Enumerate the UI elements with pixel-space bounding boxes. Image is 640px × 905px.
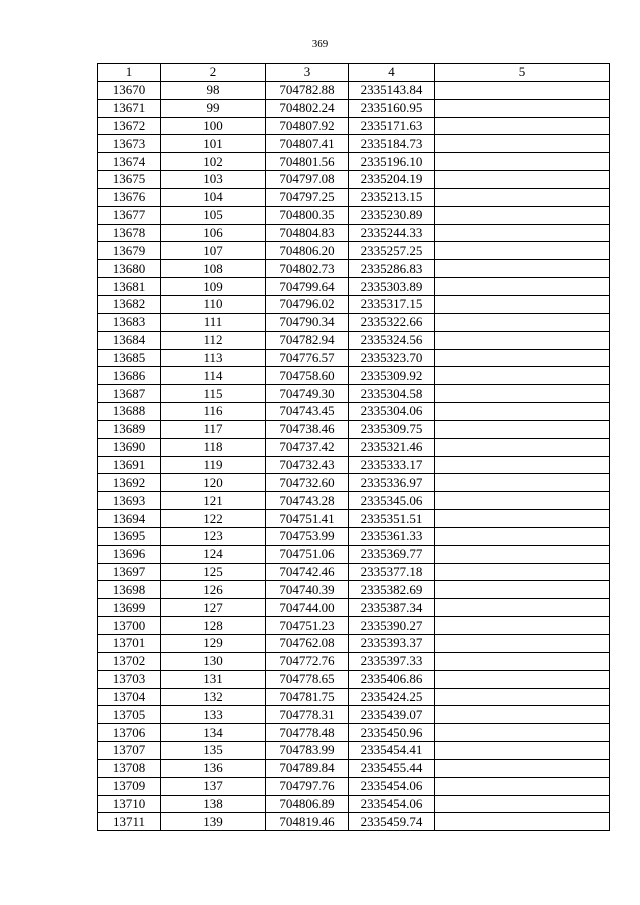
table-cell-col2: 129 [161,635,266,653]
table-cell-col2: 124 [161,545,266,563]
table-cell-col5 [435,510,610,528]
table-cell-col4: 2335459.74 [349,813,435,831]
table-row [98,527,610,545]
table-cell-col3: 704732.43 [266,456,349,474]
table-cell-col2: 104 [161,188,266,206]
table-cell-col1: 13683 [98,313,161,331]
table-cell-col3: 704740.39 [266,581,349,599]
table-cell-col2: 128 [161,617,266,635]
table-row [98,617,610,635]
table-cell-col5 [435,242,610,260]
header-cell-3: 3 [266,64,349,82]
table-cell-col3: 704743.28 [266,492,349,510]
table-cell-col4: 2335196.10 [349,153,435,171]
table-cell-col1: 13670 [98,81,161,99]
table-cell-col1: 13682 [98,295,161,313]
table-cell-col1: 13685 [98,349,161,367]
table-row [98,635,610,653]
table-cell-col3: 704762.08 [266,635,349,653]
table-cell-col2: 112 [161,331,266,349]
table-cell-col3: 704797.08 [266,171,349,189]
table-cell-col3: 704743.45 [266,403,349,421]
table-cell-col2: 138 [161,795,266,813]
table-cell-col2: 103 [161,171,266,189]
table-cell-col4: 2335309.75 [349,420,435,438]
table-row [98,456,610,474]
table-cell-col5 [435,635,610,653]
table-cell-col2: 117 [161,420,266,438]
table-body [98,81,610,830]
table-cell-col3: 704783.99 [266,742,349,760]
table-row [98,99,610,117]
table-cell-col2: 131 [161,670,266,688]
table-cell-col2: 120 [161,474,266,492]
table-cell-col3: 704751.41 [266,510,349,528]
table-cell-col3: 704806.20 [266,242,349,260]
table-cell-col1: 13687 [98,385,161,403]
table-cell-col4: 2335323.70 [349,349,435,367]
table-cell-col1: 13696 [98,545,161,563]
table-cell-col1: 13674 [98,153,161,171]
table-row [98,385,610,403]
table-row [98,367,610,385]
table-cell-col4: 2335304.06 [349,403,435,421]
table-cell-col4: 2335322.66 [349,313,435,331]
table-row [98,313,610,331]
table-cell-col5 [435,260,610,278]
table-row [98,724,610,742]
table-cell-col5 [435,278,610,296]
table-cell-col2: 133 [161,706,266,724]
table-cell-col5 [435,349,610,367]
table-cell-col4: 2335257.25 [349,242,435,260]
table-cell-col4: 2335171.63 [349,117,435,135]
table-cell-col3: 704778.31 [266,706,349,724]
table-cell-col2: 102 [161,153,266,171]
table-cell-col2: 132 [161,688,266,706]
table-cell-col1: 13678 [98,224,161,242]
table-row [98,295,610,313]
table-cell-col2: 109 [161,278,266,296]
table-cell-col5 [435,224,610,242]
table-cell-col4: 2335204.19 [349,171,435,189]
table-row [98,206,610,224]
table-cell-col1: 13691 [98,456,161,474]
table-cell-col3: 704738.46 [266,420,349,438]
table-cell-col3: 704758.60 [266,367,349,385]
table-cell-col5 [435,688,610,706]
table-cell-col3: 704796.02 [266,295,349,313]
table-cell-col3: 704782.88 [266,81,349,99]
table-cell-col2: 105 [161,206,266,224]
table-cell-col4: 2335351.51 [349,510,435,528]
table-cell-col1: 13689 [98,420,161,438]
table-row [98,188,610,206]
header-cell-4: 4 [349,64,435,82]
table-cell-col1: 13698 [98,581,161,599]
table-cell-col2: 99 [161,99,266,117]
table-cell-col4: 2335213.15 [349,188,435,206]
table-cell-col4: 2335184.73 [349,135,435,153]
table-row [98,706,610,724]
table-cell-col5 [435,617,610,635]
table-cell-col3: 704806.89 [266,795,349,813]
table-cell-col3: 704807.41 [266,135,349,153]
table-cell-col2: 134 [161,724,266,742]
table-cell-col5 [435,188,610,206]
table-cell-col3: 704778.48 [266,724,349,742]
table-cell-col2: 137 [161,777,266,795]
table-cell-col4: 2335455.44 [349,759,435,777]
table-cell-col5 [435,420,610,438]
table-cell-col3: 704790.34 [266,313,349,331]
table-cell-col5 [435,492,610,510]
table-cell-col1: 13676 [98,188,161,206]
table-row [98,795,610,813]
table-cell-col4: 2335382.69 [349,581,435,599]
table-cell-col1: 13709 [98,777,161,795]
table-cell-col1: 13693 [98,492,161,510]
table-cell-col1: 13680 [98,260,161,278]
table-cell-col4: 2335454.41 [349,742,435,760]
table-cell-col2: 101 [161,135,266,153]
table-cell-col2: 111 [161,313,266,331]
table-cell-col5 [435,581,610,599]
header-cell-1: 1 [98,64,161,82]
table-cell-col3: 704782.94 [266,331,349,349]
table-cell-col4: 2335321.46 [349,438,435,456]
table-cell-col4: 2335361.33 [349,527,435,545]
page-number: 369 [311,38,329,50]
table-cell-col5 [435,456,610,474]
table-cell-col1: 13684 [98,331,161,349]
table-cell-col5 [435,795,610,813]
table-cell-col1: 13692 [98,474,161,492]
table-row [98,420,610,438]
table-cell-col4: 2335317.15 [349,295,435,313]
table-cell-col2: 115 [161,385,266,403]
table-cell-col1: 13710 [98,795,161,813]
table-cell-col2: 116 [161,403,266,421]
table-row [98,510,610,528]
table-cell-col2: 110 [161,295,266,313]
table-cell-col4: 2335393.37 [349,635,435,653]
table-cell-col5 [435,367,610,385]
table-cell-col3: 704800.35 [266,206,349,224]
table-cell-col5 [435,206,610,224]
table-cell-col3: 704789.84 [266,759,349,777]
table-cell-col5 [435,313,610,331]
table-cell-col4: 2335303.89 [349,278,435,296]
table-cell-col3: 704737.42 [266,438,349,456]
table-cell-col4: 2335230.89 [349,206,435,224]
table-row [98,688,610,706]
table-cell-col2: 130 [161,652,266,670]
table-cell-col3: 704804.83 [266,224,349,242]
table-cell-col2: 125 [161,563,266,581]
table-cell-col1: 13711 [98,813,161,831]
table-cell-col1: 13681 [98,278,161,296]
table-cell-col4: 2335160.95 [349,99,435,117]
table-cell-col3: 704801.56 [266,153,349,171]
table-row [98,545,610,563]
table-cell-col4: 2335454.06 [349,777,435,795]
coordinates-table [97,63,610,831]
table-cell-col2: 121 [161,492,266,510]
table-cell-col3: 704819.46 [266,813,349,831]
table-cell-col5 [435,724,610,742]
table-cell-col4: 2335406.86 [349,670,435,688]
table-cell-col5 [435,135,610,153]
table-cell-col3: 704799.64 [266,278,349,296]
table-cell-col4: 2335244.33 [349,224,435,242]
table-cell-col5 [435,759,610,777]
table-cell-col1: 13700 [98,617,161,635]
table-cell-col5 [435,652,610,670]
table-cell-col1: 13686 [98,367,161,385]
table-cell-col3: 704744.00 [266,599,349,617]
table-row [98,742,610,760]
table-cell-col1: 13701 [98,635,161,653]
table-cell-col3: 704778.65 [266,670,349,688]
table-cell-col4: 2335439.07 [349,706,435,724]
header-row [98,64,610,82]
table-cell-col2: 113 [161,349,266,367]
table-row [98,670,610,688]
table-cell-col3: 704802.73 [266,260,349,278]
table-row [98,813,610,831]
table-cell-col4: 2335387.34 [349,599,435,617]
table-cell-col1: 13706 [98,724,161,742]
table-cell-col4: 2335369.77 [349,545,435,563]
table-cell-col1: 13705 [98,706,161,724]
table-row [98,777,610,795]
table-cell-col5 [435,171,610,189]
table-cell-col1: 13671 [98,99,161,117]
table-cell-col1: 13677 [98,206,161,224]
table-cell-col4: 2335333.17 [349,456,435,474]
table-cell-col2: 136 [161,759,266,777]
table-cell-col1: 13675 [98,171,161,189]
header-cell-2: 2 [161,64,266,82]
table-cell-col3: 704753.99 [266,527,349,545]
table-cell-col2: 114 [161,367,266,385]
table-row [98,492,610,510]
table-cell-col5 [435,474,610,492]
table-cell-col1: 13672 [98,117,161,135]
table-cell-col2: 98 [161,81,266,99]
table-cell-col4: 2335309.92 [349,367,435,385]
table-cell-col2: 108 [161,260,266,278]
table-row [98,331,610,349]
table-row [98,349,610,367]
table-row [98,278,610,296]
table-row [98,599,610,617]
table-cell-col5 [435,813,610,831]
table-cell-col1: 13694 [98,510,161,528]
table-cell-col5 [435,153,610,171]
table-row [98,135,610,153]
table-cell-col3: 704781.75 [266,688,349,706]
table-row [98,171,610,189]
table-cell-col4: 2335450.96 [349,724,435,742]
table-cell-col1: 13688 [98,403,161,421]
table-cell-col5 [435,331,610,349]
table-cell-col5 [435,545,610,563]
table-cell-col4: 2335336.97 [349,474,435,492]
table-cell-col3: 704776.57 [266,349,349,367]
table-cell-col2: 123 [161,527,266,545]
table-row [98,438,610,456]
table-cell-col3: 704802.24 [266,99,349,117]
table-cell-col3: 704732.60 [266,474,349,492]
table-cell-col5 [435,599,610,617]
table-cell-col5 [435,99,610,117]
table-cell-col3: 704772.76 [266,652,349,670]
table-cell-col4: 2335304.58 [349,385,435,403]
table-row [98,403,610,421]
table-row [98,474,610,492]
table-row [98,242,610,260]
table-cell-col5 [435,81,610,99]
table-row [98,563,610,581]
table-cell-col2: 122 [161,510,266,528]
header-cell-5: 5 [435,64,610,82]
table-cell-col4: 2335424.25 [349,688,435,706]
table-cell-col2: 135 [161,742,266,760]
table-cell-col5 [435,295,610,313]
table-cell-col1: 13702 [98,652,161,670]
table-cell-col5 [435,706,610,724]
table-cell-col3: 704797.25 [266,188,349,206]
table-cell-col1: 13699 [98,599,161,617]
table-row [98,117,610,135]
table-cell-col1: 13703 [98,670,161,688]
table-cell-col5 [435,403,610,421]
table-cell-col4: 2335454.06 [349,795,435,813]
table-cell-col4: 2335143.84 [349,81,435,99]
table-cell-col3: 704749.30 [266,385,349,403]
table-cell-col1: 13695 [98,527,161,545]
table-row [98,260,610,278]
table-cell-col5 [435,742,610,760]
table-cell-col1: 13707 [98,742,161,760]
table-cell-col5 [435,777,610,795]
table-cell-col5 [435,117,610,135]
table-cell-col1: 13708 [98,759,161,777]
table-cell-col3: 704797.76 [266,777,349,795]
table-cell-col4: 2335286.83 [349,260,435,278]
table-cell-col1: 13679 [98,242,161,260]
table-cell-col1: 13690 [98,438,161,456]
table-cell-col4: 2335390.27 [349,617,435,635]
table-cell-col4: 2335345.06 [349,492,435,510]
table-row [98,81,610,99]
table-cell-col1: 13697 [98,563,161,581]
table-cell-col2: 106 [161,224,266,242]
table-cell-col4: 2335324.56 [349,331,435,349]
table-cell-col3: 704742.46 [266,563,349,581]
table-cell-col4: 2335397.33 [349,652,435,670]
table-cell-col1: 13673 [98,135,161,153]
table-cell-col5 [435,670,610,688]
table-cell-col3: 704807.92 [266,117,349,135]
table-cell-col2: 119 [161,456,266,474]
table-cell-col2: 118 [161,438,266,456]
table-cell-col4: 2335377.18 [349,563,435,581]
table-row [98,224,610,242]
table-cell-col5 [435,527,610,545]
table-cell-col2: 100 [161,117,266,135]
table-cell-col5 [435,563,610,581]
table-cell-col5 [435,438,610,456]
table-row [98,759,610,777]
table-cell-col2: 107 [161,242,266,260]
table-row [98,652,610,670]
table-row [98,153,610,171]
table-cell-col1: 13704 [98,688,161,706]
table-cell-col2: 126 [161,581,266,599]
table-cell-col3: 704751.06 [266,545,349,563]
table-cell-col5 [435,385,610,403]
table-cell-col3: 704751.23 [266,617,349,635]
table-cell-col2: 127 [161,599,266,617]
table-row [98,581,610,599]
table-header [98,64,610,82]
table-cell-col2: 139 [161,813,266,831]
